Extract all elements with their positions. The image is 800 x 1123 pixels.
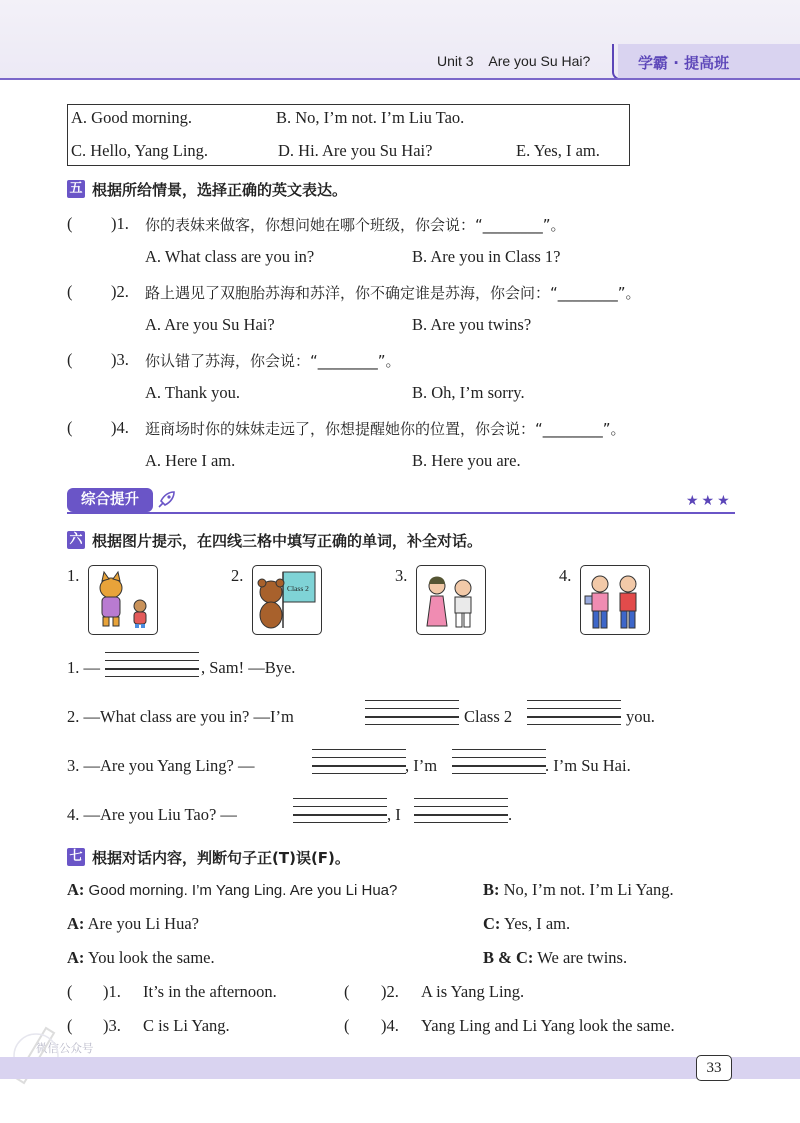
picture-3 [416,565,486,635]
page-number: 33 [696,1055,732,1081]
s6-line2-head: 2. —What class are you in? —I’m [67,707,294,726]
combined-improve-tag [67,488,153,512]
judge-3-text: C is Li Yang. [143,1016,230,1035]
dialog-text: You look the same. [87,948,215,967]
s5-q2-number: )2. [111,282,129,301]
dialog-text: We are twins. [537,948,628,967]
s6-line2-fourline-b[interactable] [527,700,621,724]
s6-line2-tail: you. [626,707,655,726]
dialog-text: No, I’m not. I’m Li Yang. [503,880,674,899]
s5-q4-number: )4. [111,418,129,437]
s5-q1-option-a: A. What class are you in? [145,247,315,266]
s6-line3-fourline-b[interactable] [452,749,546,773]
s5-q3-option-b: B. Oh, I’m sorry. [412,383,525,402]
dialog-text: Are you Li Hua? [87,914,199,933]
s5-q2-paren[interactable]: ( [67,282,73,301]
judge-2-number: )2. [381,982,399,1001]
s5-q2-option-b: B. Are you twins? [412,315,532,334]
s5-q1-option-b: B. Are you in Class 1? [412,247,561,266]
judge-1-text: It’s in the afternoon. [143,982,277,1001]
girl-and-boy-illustration [417,566,485,634]
s5-q4-text: 逛商场时你的妹妹走远了，你想提醒她你的位置，你会说：“________”。 [145,420,626,438]
section6-title: 根据图片提示，在四线三格中填写正确的单词，补全对话。 [92,532,483,550]
section5-title: 根据所给情景，选择正确的英文表达。 [92,181,348,199]
s5-q3-number: )3. [111,350,129,369]
s6-line4-mid: , I [387,805,401,824]
pic3-number: 3. [395,566,408,585]
option-d: D. Hi. Are you Su Hai? [278,141,433,160]
s5-q1-number: )1. [111,214,129,233]
option-b: B. No, I’m not. I’m Liu Tao. [276,108,465,127]
judge-4-number: )4. [381,1016,399,1035]
speaker: A [67,914,79,933]
judge-4-paren[interactable]: ( [344,1016,350,1035]
s5-q4-option-a: A. Here I am. [145,451,236,470]
option-e: E. Yes, I am. [516,141,600,160]
class-sign-text: Class 2 [287,584,309,593]
s6-line2-mid: Class 2 [464,707,513,726]
judge-4-text: Yang Ling and Li Yang look the same. [421,1016,675,1035]
s6-line4-fourline-a[interactable] [293,798,387,822]
speaker: C [483,914,495,933]
speaker: A [67,880,79,899]
s6-line1-tail: , Sam! —Bye. [201,658,296,677]
s5-q3-paren[interactable]: ( [67,350,73,369]
pic2-number: 2. [231,566,244,585]
s5-q4-option-b: B. Here you are. [412,451,521,470]
section7-title: 根据对话内容，判断句子正(T)误(F)。 [92,849,350,867]
picture-2 [252,565,322,635]
s6-line1-prefix: 1. — [67,658,100,677]
unit-title: Unit 3 Are you Su Hai? [437,53,591,69]
s6-line2-fourline-a[interactable] [365,700,459,724]
footer-band [0,1057,800,1079]
dialog-line-2: B: No, I’m not. I’m Li Yang. [483,880,674,899]
option-c: C. Hello, Yang Ling. [71,141,209,160]
dialog-line-4: C: Yes, I am. [483,914,571,933]
watermark-line1: 微信公众号 [36,1041,94,1055]
section7-badge: 七 [67,848,85,866]
cat-and-mouse-illustration [89,566,157,634]
s6-line1-fourline[interactable] [105,652,199,676]
s5-q3-option-a: A. Thank you. [145,383,241,402]
dialog-text: Yes, I am. [503,914,571,933]
brand-label: 学霸 · 提高班 [638,54,730,72]
s6-line4-fourline-b[interactable] [414,798,508,822]
dialog-line-3: A: Are you Li Hua? [67,914,199,933]
brand-banner [618,44,800,78]
speaker: B [483,880,495,899]
pic1-number: 1. [67,566,80,585]
picture-1 [88,565,158,635]
dialog-line-5: A: You look the same. [67,948,215,967]
option-a: A. Good morning. [71,108,192,127]
picture-4 [580,565,650,635]
s6-line4-tail: . [508,805,513,824]
bear-with-sign-illustration [253,566,321,634]
rocket-icon [156,490,176,510]
difficulty-stars: ★★★ [686,493,733,509]
s6-line3-tail: . I’m Su Hai. [545,756,631,775]
pic4-number: 4. [559,566,572,585]
speaker: A [67,948,79,967]
combined-improve-label: 综合提升 [81,492,139,508]
judge-3-number: )3. [103,1016,121,1035]
combined-rule [67,512,735,514]
speaker: B & C [483,948,528,967]
header-rule [0,78,800,80]
judge-2-paren[interactable]: ( [344,982,350,1001]
s5-q4-paren[interactable]: ( [67,418,73,437]
section5-badge: 五 [67,180,85,198]
s6-line4-head: 4. —Are you Liu Tao? — [67,805,237,824]
s5-q2-option-a: A. Are you Su Hai? [145,315,275,334]
dialog-text: Good morning. I’m Yang Ling. Are you Li Hua? [88,882,398,899]
s5-q2-text: 路上遇见了双胞胎苏海和苏洋，你不确定谁是苏海，你会问：“________”。 [145,284,641,302]
section6-badge: 六 [67,531,85,549]
judge-1-paren[interactable]: ( [67,982,73,1001]
s6-line3-fourline-a[interactable] [312,749,406,773]
judge-3-paren[interactable]: ( [67,1016,73,1035]
s6-line3-head: 3. —Are you Yang Ling? — [67,756,255,775]
s6-line3-mid: , I’m [405,756,438,775]
dialog-line-1: A: Good morning. I’m Yang Ling. Are you Li Hua? [67,880,398,899]
judge-1-number: )1. [103,982,121,1001]
judge-2-text: A is Yang Ling. [421,982,525,1001]
s5-q1-text: 你的表妹来做客，你想问她在哪个班级，你会说：“________”。 [145,216,566,234]
twins-boys-illustration [581,566,649,634]
s5-q3-text: 你认错了苏海，你会说：“________”。 [145,352,401,370]
dialog-line-6: B & C: We are twins. [483,948,628,967]
s5-q1-paren[interactable]: ( [67,214,73,233]
